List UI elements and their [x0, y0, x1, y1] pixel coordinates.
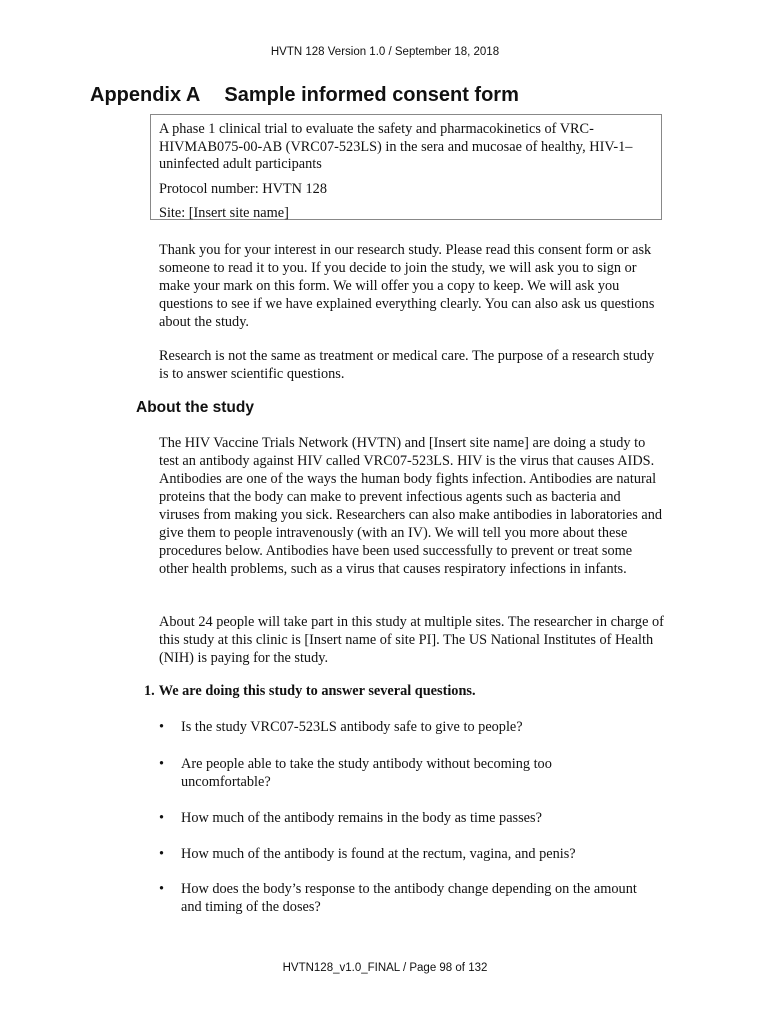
question-text: Are people able to take the study antibody without becoming too uncomfortable?	[181, 756, 552, 790]
bullet-icon: •	[159, 719, 165, 735]
question-text: How much of the antibody remains in the body as time passes?	[181, 810, 542, 826]
intro-paragraph-2: Research is not the same as treatment or medical care. The purpose of a research study is to answer scientific questions.	[159, 348, 655, 382]
about-paragraph-1: The HIV Vaccine Trials Network (HVTN) and [Insert site name] are doing a study to test an antibody against HIV called VRC07-523LS. HIV is the virus that causes AIDS. Antibodies are one of the ways the human body fights infection. Antibodies are natural proteins that the body can make to prevent infectious agents such as bacteria and viruses from making you sick. Researchers can also make antibodies in laboratories and give them to people intravenously (with an IV). We will tell you more about these procedures below. Antibodies have been used successfully to prevent or treat some other health problems, such as a virus that causes respiratory infections in infants.	[159, 435, 663, 577]
bullet-icon: •	[159, 881, 165, 897]
study-info-box	[150, 114, 662, 220]
appendix-title: Sample informed consent form	[224, 84, 519, 106]
bullet-icon: •	[159, 846, 165, 862]
question-text: Is the study VRC07-523LS antibody safe to give to people?	[181, 719, 523, 735]
appendix-heading	[90, 84, 519, 107]
about-paragraph-2: About 24 people will take part in this study at multiple sites. The researcher in charge of this study at this clinic is [Insert name of site PI]. The US National Institutes of Health (NIH) is paying for the study.	[159, 614, 664, 666]
trial-title: A phase 1 clinical trial to evaluate the safety and pharmacokinetics of VRC-HIVMAB075-00-AB (VRC07-523LS) in the sera and mucosae of healthy, HIV-1–uninfected adult participants	[159, 121, 633, 172]
section-title: We are doing this study to answer several questions.	[158, 683, 476, 699]
section-number: 1.	[144, 683, 155, 699]
page-header: HVTN 128 Version 1.0 / September 18, 2018	[270, 46, 500, 58]
intro-paragraph-1: Thank you for your interest in our research study. Please read this consent form or ask someone to read it to you. If you decide to join the study, we will ask you to sign or make your mark on this form. We will offer you a copy to keep. We will ask you questions to see if we have explained everything clearly. You can also ask us questions about the study.	[159, 242, 655, 330]
about-study-heading: About the study	[136, 399, 254, 416]
question-text: How does the body’s response to the antibody change depending on the amount and timing of the doses?	[181, 881, 637, 915]
site-name: Site: [Insert site name]	[159, 205, 289, 221]
question-text: How much of the antibody is found at the rectum, vagina, and penis?	[181, 846, 576, 862]
page-footer: HVTN128_v1.0_FINAL / Page 98 of 132	[282, 962, 488, 974]
section-1-heading	[144, 683, 476, 700]
protocol-number: Protocol number: HVTN 128	[159, 180, 327, 197]
bullet-icon: •	[159, 810, 165, 826]
bullet-icon: •	[159, 756, 165, 772]
appendix-label: Appendix A	[90, 84, 201, 106]
